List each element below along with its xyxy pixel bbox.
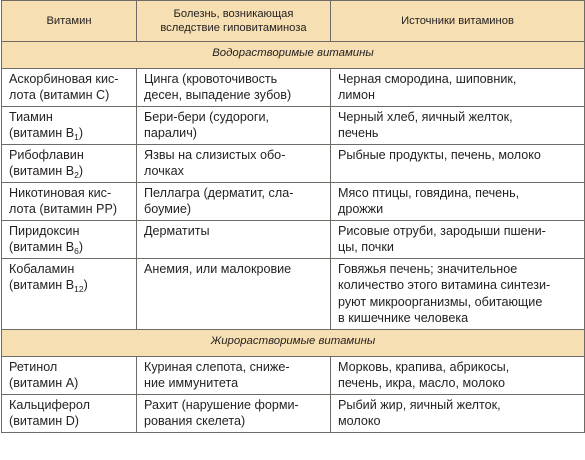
- vitamin-name-line: Рибофлавин: [9, 148, 84, 162]
- sources-cell: [331, 145, 585, 183]
- table-row: [2, 221, 585, 259]
- vitamin-cell: [2, 183, 137, 221]
- sources-line: цы, почки: [338, 240, 394, 255]
- vitamin-code-line: [9, 277, 131, 293]
- disease-line: боумие): [144, 202, 192, 217]
- sources-line: дрожжи: [338, 202, 384, 217]
- vitamin-code-suffix: ): [78, 240, 84, 255]
- sources-line: лимон: [338, 88, 376, 103]
- sources-cell: [331, 69, 585, 107]
- sources-line: Рисовые отруби, зародыши пшени-: [338, 224, 546, 238]
- sources-cell: [331, 107, 585, 145]
- vitamin-code-line: [9, 163, 131, 179]
- sources-line: Мясо птицы, говядина, печень,: [338, 186, 520, 200]
- vitamin-name-line: лота (витамин РР): [9, 202, 118, 217]
- disease-cell: [137, 183, 331, 221]
- disease-cell: [137, 145, 331, 183]
- vitamin-code-prefix: (витамин В: [9, 240, 75, 255]
- vitamin-code-suffix: ): [83, 278, 88, 293]
- header-sources: Источники витаминов: [331, 1, 585, 42]
- sources-line: печень: [338, 126, 379, 141]
- sources-line: количество этого витамина синтези-: [338, 278, 551, 293]
- vitamin-code-line: [9, 125, 131, 141]
- disease-line: Рахит (нарушение форми-: [144, 398, 299, 412]
- disease-cell: [137, 395, 331, 433]
- sources-cell: [331, 183, 585, 221]
- vitamin-cell: [2, 221, 137, 259]
- vitamin-name-line: Никотиновая кис-: [9, 186, 112, 200]
- sources-line: в кишечнике человека: [338, 311, 469, 326]
- disease-line: паралич): [144, 126, 197, 141]
- disease-cell: [137, 107, 331, 145]
- disease-line: Язвы на слизистых обо-: [144, 148, 286, 162]
- disease-line: Куриная слепота, сниже-: [144, 360, 290, 374]
- header-vitamin: Витамин: [2, 1, 137, 42]
- table-header: [2, 1, 585, 42]
- table-row: [2, 183, 585, 221]
- disease-line: Дерматиты: [144, 224, 210, 238]
- sources-cell: [331, 357, 585, 395]
- sources-line: Рыбий жир, яичный желток,: [338, 398, 501, 412]
- vitamin-cell: [2, 259, 137, 330]
- vitamin-code-prefix: (витамин В: [9, 278, 75, 293]
- section-title-water-soluble: Водорастворимые витамины: [2, 42, 585, 69]
- header-disease-line1: Болезнь, возникающая: [173, 8, 294, 20]
- disease-line: Бери-бери (судороги,: [144, 110, 269, 124]
- vitamin-cell: [2, 357, 137, 395]
- sources-cell: [331, 395, 585, 433]
- vitamin-cell: [2, 145, 137, 183]
- vitamin-name-line: Ретинол: [9, 360, 58, 374]
- sources-line: Говяжья печень; значительное: [338, 262, 518, 276]
- disease-cell: [137, 259, 331, 330]
- vitamin-code-subscript: 2: [74, 170, 79, 181]
- disease-cell: [137, 357, 331, 395]
- vitamin-name-line: Тиамин: [9, 110, 53, 124]
- header-disease-line2: вследствие гиповитаминоза: [160, 22, 307, 34]
- vitamin-code-line: [9, 239, 131, 255]
- vitamin-name-line: Кобаламин: [9, 262, 75, 276]
- header-row: [2, 1, 585, 42]
- vitamin-name-line: лота (витамин С): [9, 88, 110, 103]
- table-row: [2, 395, 585, 433]
- vitamin-name-line: (витамин А): [9, 376, 79, 391]
- section-title-fat-soluble: Жирорастворимые витамины: [2, 330, 585, 357]
- vitamin-cell: [2, 395, 137, 433]
- disease-line: Цинга (кровоточивость: [144, 72, 278, 86]
- vitamin-name-line: Кальциферол: [9, 398, 90, 412]
- disease-cell: [137, 69, 331, 107]
- disease-cell: [137, 221, 331, 259]
- table-row: [2, 259, 585, 330]
- vitamin-code-suffix: ): [78, 126, 84, 141]
- sources-line: молоко: [338, 414, 381, 429]
- vitamins-table: [1, 0, 585, 433]
- disease-line: ние иммунитета: [144, 376, 239, 391]
- disease-line: Пеллагра (дерматит, сла-: [144, 186, 294, 200]
- vitamin-code-subscript: 1: [74, 132, 79, 143]
- vitamin-name-line: Пиридоксин: [9, 224, 80, 238]
- vitamin-cell: [2, 69, 137, 107]
- vitamin-cell: [2, 107, 137, 145]
- section-row-fat-soluble: [2, 330, 585, 357]
- vitamin-code-subscript: 12: [74, 284, 84, 295]
- sources-line: Рыбные продукты, печень, молоко: [338, 148, 541, 162]
- table-row: [2, 69, 585, 107]
- disease-line: рования скелета): [144, 414, 246, 429]
- section-row-water-soluble: [2, 42, 585, 69]
- vitamin-code-prefix: (витамин В: [9, 126, 75, 141]
- table-row: [2, 145, 585, 183]
- disease-line: лочках: [144, 164, 184, 179]
- header-disease: [137, 1, 331, 42]
- sources-line: руют микроорганизмы, обитающие: [338, 294, 543, 309]
- sources-cell: [331, 221, 585, 259]
- disease-line: десен, выпадение зубов): [144, 88, 292, 103]
- sources-line: Черный хлеб, яичный желток,: [338, 110, 513, 124]
- table-row: [2, 357, 585, 395]
- sources-line: Черная смородина, шиповник,: [338, 72, 517, 86]
- vitamin-code-suffix: ): [78, 164, 84, 179]
- table-row: [2, 107, 585, 145]
- vitamin-name-line: Аскорбиновая кис-: [9, 72, 119, 86]
- vitamin-code-subscript: 6: [74, 246, 79, 257]
- disease-line: Анемия, или малокровие: [144, 262, 292, 276]
- sources-line: печень, икра, масло, молоко: [338, 376, 506, 391]
- sources-line: Морковь, крапива, абрикосы,: [338, 360, 510, 374]
- vitamin-name-line: (витамин D): [9, 414, 79, 429]
- sources-cell: [331, 259, 585, 330]
- vitamin-code-prefix: (витамин В: [9, 164, 75, 179]
